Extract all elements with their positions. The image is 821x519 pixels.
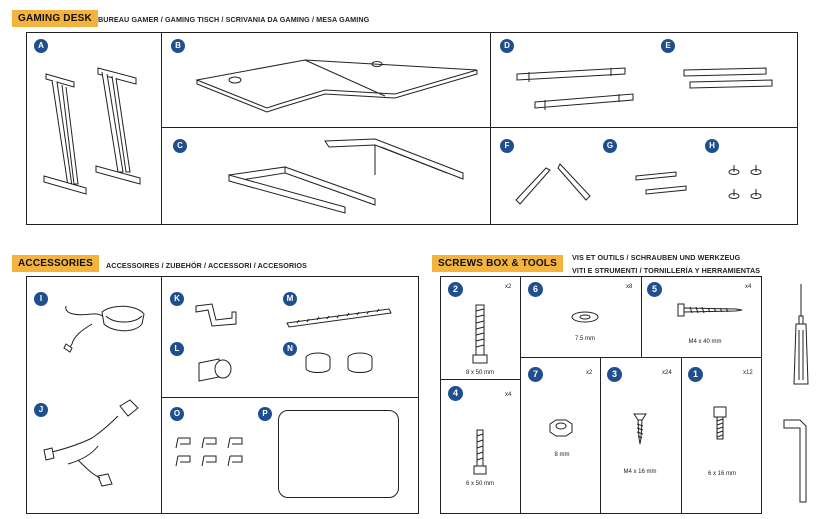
screw-6-size: 7.5 mm — [574, 336, 595, 342]
screw-1-size: 6 x 16 mm — [707, 471, 736, 477]
divider — [161, 276, 162, 514]
screw-7-qty: x2 — [586, 370, 593, 376]
screw-4-badge: 4 — [448, 386, 463, 401]
part-o-badge: O — [170, 407, 184, 421]
divider — [161, 32, 162, 225]
part-d-badge: D — [500, 39, 514, 53]
screw-2-size: 8 x 50 mm — [465, 370, 494, 376]
part-k-badge: K — [170, 292, 184, 306]
screw-1-badge: 1 — [688, 367, 703, 382]
divider — [641, 276, 642, 358]
headphone-hook-illustration — [192, 300, 242, 330]
part-i-badge: I — [34, 292, 48, 306]
divider — [520, 276, 521, 514]
divider — [161, 397, 419, 398]
screw-7-size: 8 mm — [554, 452, 570, 458]
screw-5-badge: 5 — [647, 282, 662, 297]
part-j-badge: J — [34, 403, 48, 417]
desk-leg-frame-illustration — [40, 60, 150, 200]
part-m-badge: M — [283, 292, 297, 306]
gaming-desk-subtitle: BUREAU GAMER / GAMING TISCH / SCRIVANIA DA GAMING / MESA GAMING — [98, 15, 370, 24]
divider — [440, 379, 520, 380]
accessories-subtitle: ACCESSOIRES / ZUBEHÖR / ACCESSORI / ACCESORIOS — [106, 261, 307, 270]
screw-6-badge: 6 — [528, 282, 543, 297]
rgb-controller-illustration — [62, 300, 152, 362]
part-h-badge: H — [705, 139, 719, 153]
gaming-desk-title: GAMING DESK — [12, 10, 98, 27]
grommet-caps-illustration — [302, 350, 382, 378]
part-g-badge: G — [603, 139, 617, 153]
crossbar-e-illustration — [680, 62, 775, 97]
part-l-badge: L — [170, 342, 184, 356]
connector-plate-g-illustration — [632, 168, 692, 198]
screw-3-badge: 3 — [607, 367, 622, 382]
screw-3-qty: x24 — [662, 370, 672, 376]
cable-clips-illustration — [174, 434, 254, 470]
screw-2-qty: x2 — [505, 284, 512, 290]
divider — [490, 32, 491, 225]
foot-pad-h-illustration — [726, 162, 776, 204]
screw-6-qty: x8 — [626, 284, 633, 290]
accessories-title: ACCESSORIES — [12, 255, 99, 272]
screwdriver-icon — [788, 280, 814, 392]
desk-frame-illustration — [225, 135, 475, 220]
divider — [681, 357, 682, 514]
part-e-badge: E — [661, 39, 675, 53]
part-b-badge: B — [171, 39, 185, 53]
screw-4-size: 6 x 50 mm — [465, 481, 494, 487]
part-n-badge: N — [283, 342, 297, 356]
screw-7-badge: 7 — [528, 367, 543, 382]
screws-subtitle-2: VITI E STRUMENTI / TORNILLERÍA Y HERRAMIENTAS — [572, 266, 761, 275]
wood-screw-m4x16-illustration — [632, 412, 648, 448]
nut-illustration — [546, 418, 576, 440]
mouse-pad-illustration — [278, 410, 399, 498]
bolt-8x50-illustration — [472, 303, 488, 369]
screws-title: SCREWS BOX & TOOLS — [432, 255, 563, 272]
divider — [161, 127, 798, 128]
cup-holder-illustration — [195, 355, 240, 385]
screw-1-qty: x12 — [743, 370, 753, 376]
bolt-6x50-illustration — [473, 428, 487, 478]
allen-key-icon — [782, 414, 814, 506]
screw-4-qty: x4 — [505, 392, 512, 398]
part-p-badge: P — [258, 407, 272, 421]
screw-5-qty: x4 — [745, 284, 752, 290]
divider — [600, 357, 601, 514]
wood-screw-m4x40-illustration — [674, 300, 746, 322]
part-f-badge: F — [500, 139, 514, 153]
desktop-panel-illustration — [195, 50, 485, 115]
screw-3-size: M4 x 16 mm — [623, 469, 657, 475]
washer-illustration — [569, 310, 601, 326]
screw-5-size: M4 x 40 mm — [688, 339, 722, 345]
bolt-6x16-illustration — [712, 405, 728, 445]
screws-subtitle-1: VIS ET OUTILS / SCHRAUBEN UND WERKZEUG — [572, 253, 741, 262]
power-cable-illustration — [38, 398, 148, 498]
screw-2-badge: 2 — [448, 282, 463, 297]
part-c-badge: C — [173, 139, 187, 153]
bracket-f-illustration — [512, 160, 597, 210]
part-a-badge: A — [34, 39, 48, 53]
crossbar-d-illustration — [515, 62, 635, 112]
cable-tray-illustration — [285, 305, 395, 330]
